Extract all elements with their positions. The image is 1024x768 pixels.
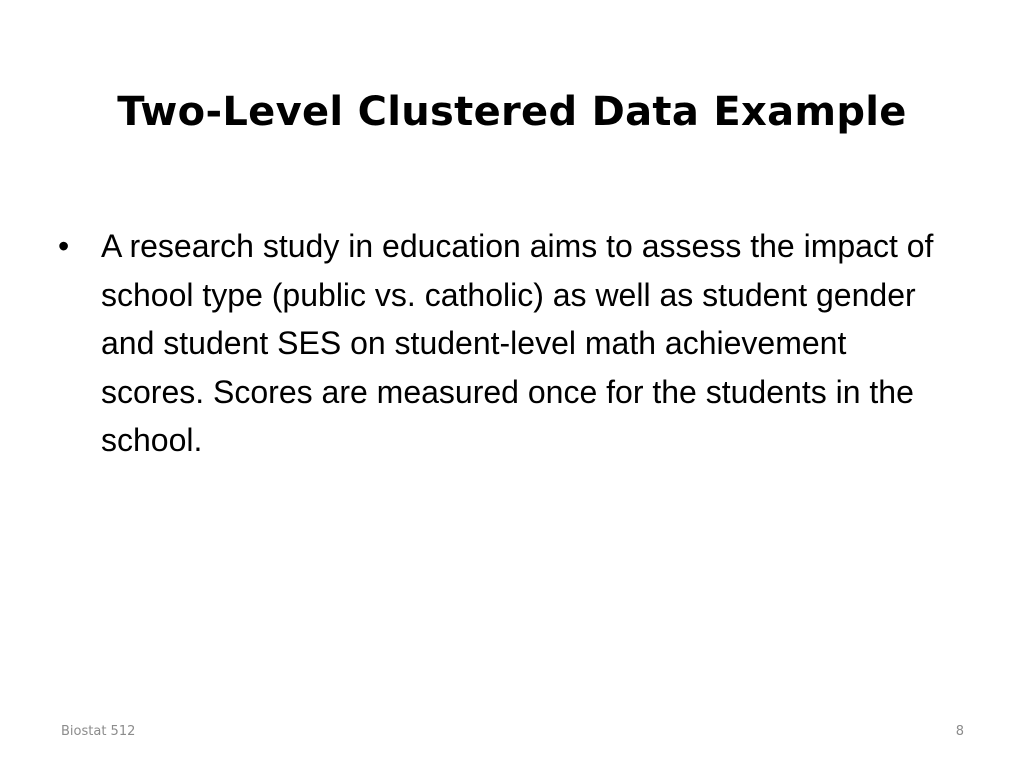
bullet-text: A research study in education aims to assess the impact of school type (public vs. catholic) as well as student gender and student SES on student-level math achievement scores. Scores are measured once for the students in the school. <box>101 228 934 458</box>
bullet-list <box>58 222 958 465</box>
slide-title: Two-Level Clustered Data Example <box>117 89 907 135</box>
bullet-item <box>58 222 958 465</box>
bullet-marker: • <box>58 228 70 264</box>
footer-course-label: Biostat 512 <box>61 724 136 739</box>
slide-number: 8 <box>955 724 964 739</box>
